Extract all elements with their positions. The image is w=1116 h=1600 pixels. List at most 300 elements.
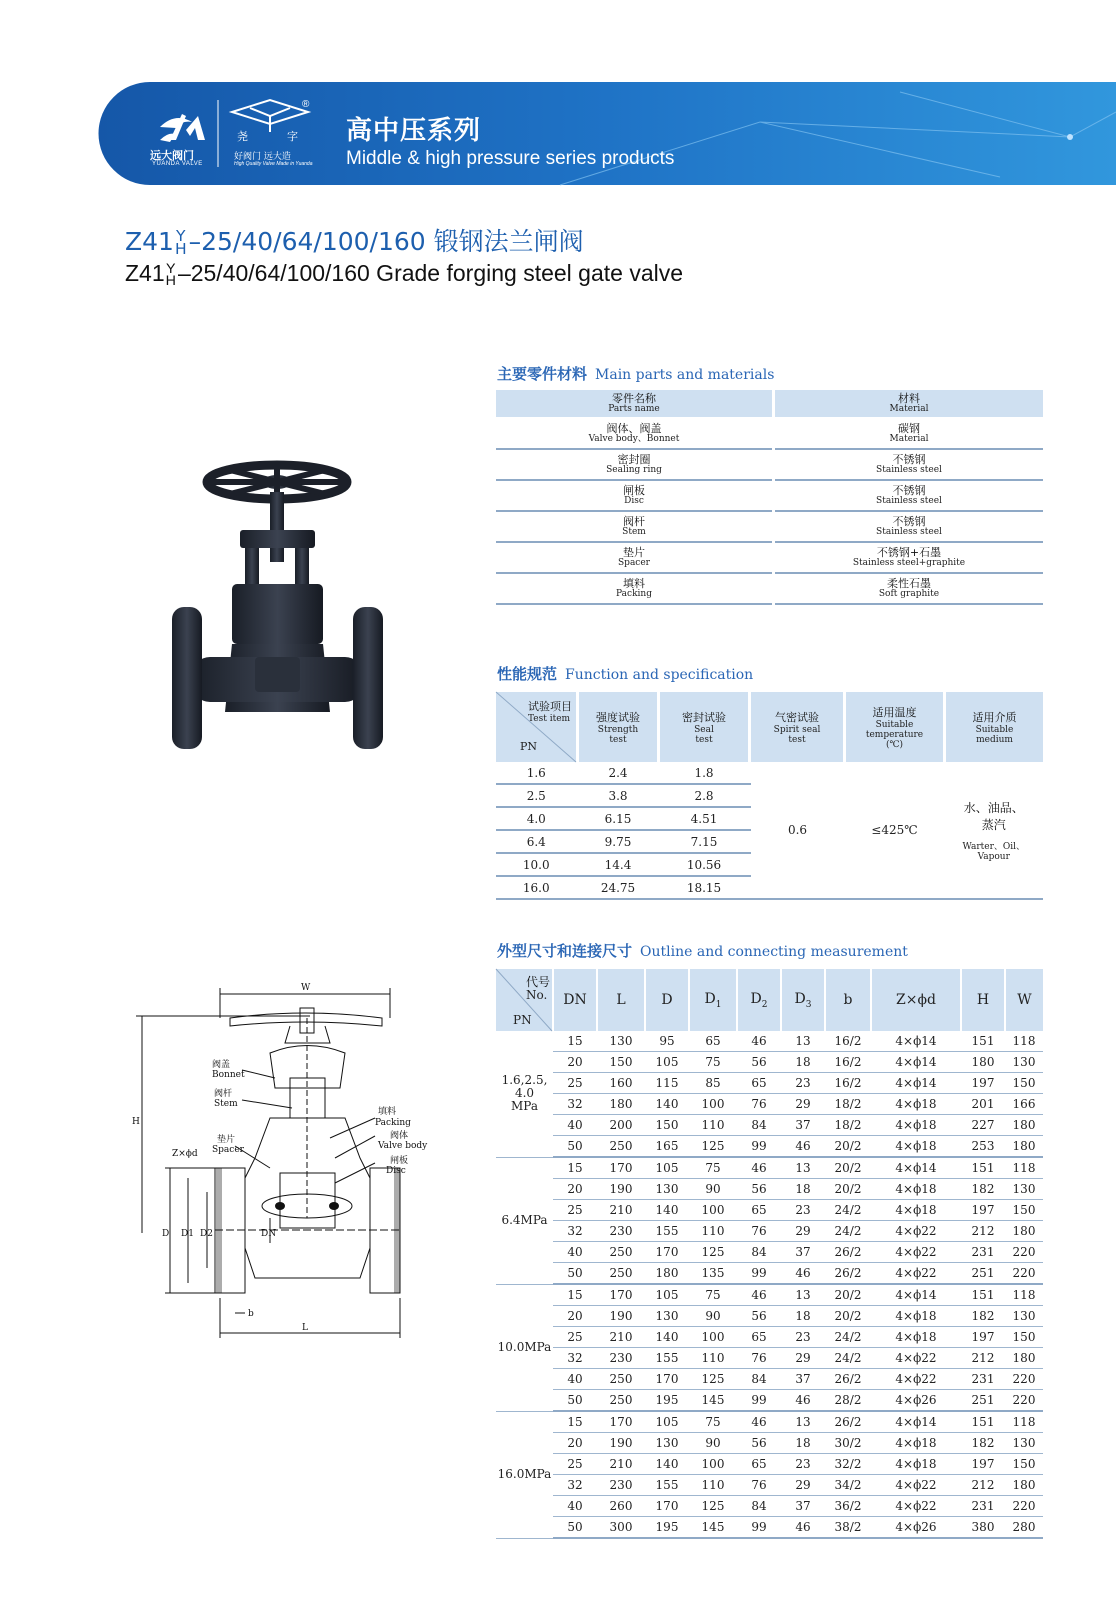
dimension-cell: 4×ϕ18 — [871, 1200, 961, 1221]
dimension-cell: 34/2 — [825, 1475, 871, 1496]
dimension-cell: 166 — [1005, 1094, 1043, 1115]
dimension-cell: 65 — [737, 1073, 781, 1094]
table-row — [496, 1306, 1043, 1327]
table-header-row: 代号 No. PN DN L D $D_1$ $D_2$ $D_3$ b Z×ϕd H W — [496, 969, 1043, 1031]
dimension-cell: 90 — [689, 1433, 737, 1454]
dimension-cell: 155 — [645, 1348, 689, 1369]
part-name-cell: 密封圈 Sealing ring — [496, 449, 774, 480]
dimension-cell: 130 — [645, 1433, 689, 1454]
dimension-cell: 20/2 — [825, 1136, 871, 1158]
dimension-cell: 13 — [781, 1157, 825, 1179]
dimension-cell: 145 — [689, 1517, 737, 1539]
pn-group-cell: 6.4MPa — [496, 1157, 553, 1284]
temperature-cell: ≤425℃ — [845, 762, 945, 899]
dimension-cell: 105 — [645, 1157, 689, 1179]
dimension-cell: 65 — [737, 1454, 781, 1475]
dimension-cell: 195 — [645, 1390, 689, 1412]
table-row — [496, 480, 1043, 511]
dimension-cell: 75 — [689, 1157, 737, 1179]
dimension-cell: 125 — [689, 1242, 737, 1263]
dimension-cell: 37 — [781, 1369, 825, 1390]
dimension-cell: 20 — [553, 1052, 597, 1073]
dimension-cell: 4×ϕ14 — [871, 1157, 961, 1179]
table-row — [496, 1157, 1043, 1179]
dimension-cell: 380 — [961, 1517, 1005, 1539]
dimension-cell: 37 — [781, 1115, 825, 1136]
dimension-cell: 100 — [689, 1200, 737, 1221]
dimension-cell: 26/2 — [825, 1242, 871, 1263]
dimension-cell: 197 — [961, 1073, 1005, 1094]
pn-cell: 4.0 — [496, 807, 578, 830]
dimension-cell: 16/2 — [825, 1031, 871, 1052]
dimension-cell: 130 — [645, 1306, 689, 1327]
dimension-cell: 18 — [781, 1179, 825, 1200]
seal-cell: 7.15 — [659, 830, 750, 853]
pn-cell: 1.6 — [496, 762, 578, 784]
logo-text: 远大阀门 — [150, 149, 194, 162]
dimension-cell: 250 — [597, 1136, 645, 1158]
dimension-cell: 110 — [689, 1115, 737, 1136]
dimension-cell: 32 — [553, 1094, 597, 1115]
dimension-cell: 212 — [961, 1348, 1005, 1369]
dimension-cell: 20/2 — [825, 1306, 871, 1327]
dimension-cell: 151 — [961, 1031, 1005, 1052]
product-title-cn: Z41 Y H –25/40/64/100/160 锻钢法兰闸阀 — [125, 226, 584, 258]
dimension-cell: 230 — [597, 1475, 645, 1496]
strength-cell: 14.4 — [578, 853, 659, 876]
part-name-cell: 闸板 Disc — [496, 480, 774, 511]
table-row — [496, 1094, 1043, 1115]
dimension-cell: 4×ϕ14 — [871, 1052, 961, 1073]
dimension-cell: 231 — [961, 1369, 1005, 1390]
dimension-cell: 84 — [737, 1369, 781, 1390]
dim-w-label: W — [301, 983, 311, 993]
table-header-row: 试验项目 Test item PN 强度试验 Strength test 密封试验 Seal test 气密试验 Spirit seal test 适用温度 Suitable temperature (℃) 适用介质 Suitable medium — [496, 692, 1043, 762]
table-row — [496, 1390, 1043, 1412]
table-row — [496, 1475, 1043, 1496]
table-row — [496, 1221, 1043, 1242]
dimension-cell: 13 — [781, 1411, 825, 1433]
label-spacer-en: Spacer — [212, 1145, 244, 1155]
dimension-cell: 29 — [781, 1348, 825, 1369]
label-bonnet-en: Bonnet — [212, 1070, 245, 1080]
dimension-cell: 23 — [781, 1454, 825, 1475]
dimension-cell: 30/2 — [825, 1433, 871, 1454]
dimension-cell: 99 — [737, 1263, 781, 1285]
table-row — [496, 449, 1043, 480]
dimension-cell: 20 — [553, 1433, 597, 1454]
dimension-cell: 251 — [961, 1390, 1005, 1412]
dimension-cell: 210 — [597, 1200, 645, 1221]
strength-cell: 24.75 — [578, 876, 659, 899]
dimension-cell: 125 — [689, 1136, 737, 1158]
dimension-cell: 84 — [737, 1496, 781, 1517]
dimension-cell: 46 — [737, 1284, 781, 1306]
material-cell: 不锈钢 Stainless steel — [774, 511, 1044, 542]
dimension-cell: 190 — [597, 1179, 645, 1200]
label-disc-en: Disc — [386, 1166, 406, 1176]
dimension-cell: 150 — [597, 1052, 645, 1073]
dimension-cell: 180 — [597, 1094, 645, 1115]
table-row — [496, 542, 1043, 573]
dimension-cell: 220 — [1005, 1369, 1043, 1390]
dimension-cell: 25 — [553, 1454, 597, 1475]
dimension-cell: 105 — [645, 1284, 689, 1306]
dimension-cell: 150 — [1005, 1200, 1043, 1221]
dimension-cell: 4×ϕ22 — [871, 1221, 961, 1242]
dimension-cell: 130 — [1005, 1433, 1043, 1454]
dimension-cell: 180 — [1005, 1115, 1043, 1136]
dimension-cell: 4×ϕ22 — [871, 1475, 961, 1496]
dimension-cell: 150 — [645, 1115, 689, 1136]
dimension-cell: 118 — [1005, 1157, 1043, 1179]
outline-table — [496, 969, 1043, 1539]
dimension-cell: 212 — [961, 1475, 1005, 1496]
dimension-cell: 46 — [781, 1136, 825, 1158]
dimension-cell: 65 — [737, 1200, 781, 1221]
dimension-cell: 4×ϕ14 — [871, 1284, 961, 1306]
material-cell: 不锈钢+石墨 Stainless steel+graphite — [774, 542, 1044, 573]
dimension-cell: 29 — [781, 1475, 825, 1496]
table-row — [496, 1115, 1043, 1136]
label-stem-en: Stem — [214, 1099, 238, 1109]
dimension-cell: 29 — [781, 1221, 825, 1242]
dimension-cell: 18 — [781, 1052, 825, 1073]
air-test-cell: 0.6 — [750, 762, 845, 899]
dimension-cell: 84 — [737, 1242, 781, 1263]
parts-section-title: 主要零件材料 Main parts and materials — [497, 365, 775, 383]
dimension-cell: 84 — [737, 1115, 781, 1136]
dimension-cell: 4×ϕ26 — [871, 1517, 961, 1539]
dimension-cell: 170 — [645, 1242, 689, 1263]
dimension-cell: 140 — [645, 1200, 689, 1221]
dimension-cell: 76 — [737, 1475, 781, 1496]
dim-h-label: H — [132, 1117, 140, 1127]
dimension-cell: 160 — [597, 1073, 645, 1094]
pn-group-cell: 1.6,2.5, 4.0 MPa — [496, 1031, 553, 1157]
dimension-cell: 190 — [597, 1433, 645, 1454]
dimension-cell: 118 — [1005, 1284, 1043, 1306]
dimension-cell: 250 — [597, 1242, 645, 1263]
pn-group-cell: 10.0MPa — [496, 1284, 553, 1411]
dimension-cell: 46 — [781, 1390, 825, 1412]
dimension-cell: 95 — [645, 1031, 689, 1052]
dimension-cell: 250 — [597, 1390, 645, 1412]
dimension-cell: 46 — [737, 1031, 781, 1052]
pn-cell: 16.0 — [496, 876, 578, 899]
dimension-cell: 24/2 — [825, 1327, 871, 1348]
dimension-cell: 90 — [689, 1306, 737, 1327]
dimension-cell: 4×ϕ18 — [871, 1327, 961, 1348]
dimension-cell: 150 — [1005, 1327, 1043, 1348]
seal-cell: 10.56 — [659, 853, 750, 876]
dimension-cell: 18/2 — [825, 1094, 871, 1115]
table-row — [496, 1073, 1043, 1094]
table-row — [496, 1052, 1043, 1073]
dimension-cell: 250 — [597, 1369, 645, 1390]
dimension-cell: 18 — [781, 1306, 825, 1327]
label-spacer-cn: 垫片 — [217, 1135, 236, 1145]
label-stem-cn: 阀杆 — [214, 1089, 233, 1099]
dimension-cell: 20/2 — [825, 1157, 871, 1179]
dimension-cell: 65 — [737, 1327, 781, 1348]
dimension-cell: 140 — [645, 1454, 689, 1475]
dimension-cell: 220 — [1005, 1496, 1043, 1517]
dimension-cell: 20 — [553, 1179, 597, 1200]
dimension-cell: 150 — [1005, 1454, 1043, 1475]
dimension-cell: 40 — [553, 1369, 597, 1390]
logo-text-en: YUANDA VALVE — [152, 161, 203, 167]
dimension-cell: 24/2 — [825, 1200, 871, 1221]
table-row — [496, 1517, 1043, 1539]
dimension-cell: 182 — [961, 1179, 1005, 1200]
dimension-cell: 37 — [781, 1242, 825, 1263]
table-row — [496, 1348, 1043, 1369]
dimension-cell: 125 — [689, 1496, 737, 1517]
dim-zd-label: Z×ϕd — [172, 1149, 198, 1159]
dimension-cell: 4×ϕ18 — [871, 1115, 961, 1136]
dimension-cell: 46 — [737, 1411, 781, 1433]
dimension-cell: 46 — [781, 1517, 825, 1539]
dimension-cell: 24/2 — [825, 1348, 871, 1369]
dimension-cell: 40 — [553, 1115, 597, 1136]
dimension-cell: 140 — [645, 1094, 689, 1115]
valve-section-diagram — [120, 978, 428, 1348]
dimension-cell: 90 — [689, 1179, 737, 1200]
dimension-cell: 75 — [689, 1052, 737, 1073]
dimension-cell: 56 — [737, 1052, 781, 1073]
dimension-cell: 230 — [597, 1348, 645, 1369]
dimension-cell: 180 — [961, 1052, 1005, 1073]
label-disc-cn: 闸板 — [390, 1156, 409, 1166]
strength-cell: 6.15 — [578, 807, 659, 830]
dimension-cell: 13 — [781, 1031, 825, 1052]
registered-mark: ® — [302, 99, 310, 110]
pn-cell: 10.0 — [496, 853, 578, 876]
dimension-cell: 170 — [645, 1496, 689, 1517]
dimension-cell: 23 — [781, 1200, 825, 1221]
brand-slogan-en: High Quality Valve Made in Yuanda — [234, 161, 313, 167]
dimension-cell: 130 — [645, 1179, 689, 1200]
dimension-cell: 4×ϕ22 — [871, 1348, 961, 1369]
dimension-cell: 99 — [737, 1517, 781, 1539]
material-cell: 柔性石墨 Soft graphite — [774, 573, 1044, 604]
table-row — [496, 1263, 1043, 1285]
label-body-cn: 阀体 — [390, 1131, 409, 1141]
dimension-cell: 182 — [961, 1433, 1005, 1454]
dimension-cell: 13 — [781, 1284, 825, 1306]
product-title-en: Z41 Y H –25/40/64/100/160 Grade forging steel gate valve — [125, 260, 684, 289]
dimension-cell: 20/2 — [825, 1284, 871, 1306]
dimension-cell: 155 — [645, 1221, 689, 1242]
series-title: 高中压系列 — [346, 116, 482, 146]
dimension-cell: 40 — [553, 1242, 597, 1263]
dimension-cell: 20/2 — [825, 1179, 871, 1200]
dimension-cell: 231 — [961, 1496, 1005, 1517]
table-row — [496, 573, 1043, 604]
dimension-cell: 20 — [553, 1306, 597, 1327]
dimension-cell: 26/2 — [825, 1411, 871, 1433]
dimension-cell: 76 — [737, 1221, 781, 1242]
dimension-cell: 201 — [961, 1094, 1005, 1115]
label-bonnet-cn: 阀盖 — [212, 1060, 231, 1070]
dimension-cell: 56 — [737, 1179, 781, 1200]
dimension-cell: 18 — [781, 1433, 825, 1454]
dimension-cell: 37 — [781, 1496, 825, 1517]
dimension-cell: 32/2 — [825, 1454, 871, 1475]
brand-char: 字 — [287, 130, 298, 143]
dimension-cell: 75 — [689, 1284, 737, 1306]
dimension-cell: 220 — [1005, 1390, 1043, 1412]
dimension-cell: 151 — [961, 1284, 1005, 1306]
label-packing-en: Packing — [375, 1118, 411, 1128]
table-row — [496, 1284, 1043, 1306]
dimension-cell: 16/2 — [825, 1052, 871, 1073]
dimension-cell: 180 — [645, 1263, 689, 1285]
function-section-title: 性能规范 Function and specification — [497, 665, 754, 683]
dimension-cell: 50 — [553, 1136, 597, 1158]
dimension-cell: 220 — [1005, 1263, 1043, 1285]
dimension-cell: 200 — [597, 1115, 645, 1136]
table-row — [496, 1369, 1043, 1390]
dimension-cell: 76 — [737, 1094, 781, 1115]
dimension-cell: 46 — [737, 1157, 781, 1179]
dimension-cell: 145 — [689, 1390, 737, 1412]
dimension-cell: 105 — [645, 1411, 689, 1433]
material-cell: 不锈钢 Stainless steel — [774, 480, 1044, 511]
dimension-cell: 23 — [781, 1073, 825, 1094]
function-table — [496, 692, 1043, 900]
dimension-cell: 4×ϕ22 — [871, 1496, 961, 1517]
dimension-cell: 180 — [1005, 1348, 1043, 1369]
dimension-cell: 231 — [961, 1242, 1005, 1263]
dimension-cell: 150 — [1005, 1073, 1043, 1094]
table-row — [496, 1179, 1043, 1200]
dimension-cell: 4×ϕ18 — [871, 1454, 961, 1475]
dimension-cell: 4×ϕ14 — [871, 1073, 961, 1094]
table-row — [496, 1454, 1043, 1475]
dimension-cell: 4×ϕ18 — [871, 1179, 961, 1200]
dimension-cell: 110 — [689, 1221, 737, 1242]
dim-d2-label: D2 — [200, 1229, 213, 1239]
part-name-cell: 阀体、阀盖 Valve body、Bonnet — [496, 418, 774, 449]
dimension-cell: 100 — [689, 1454, 737, 1475]
dimension-cell: 4×ϕ18 — [871, 1306, 961, 1327]
dimension-cell: 197 — [961, 1454, 1005, 1475]
part-name-cell: 垫片 Spacer — [496, 542, 774, 573]
parts-table — [496, 390, 1043, 605]
dimension-cell: 56 — [737, 1433, 781, 1454]
dimension-cell: 29 — [781, 1094, 825, 1115]
dimension-cell: 130 — [1005, 1052, 1043, 1073]
dimension-cell: 105 — [645, 1052, 689, 1073]
dimension-cell: 99 — [737, 1390, 781, 1412]
dimension-cell: 220 — [1005, 1242, 1043, 1263]
label-packing-cn: 填料 — [378, 1107, 397, 1117]
dimension-cell: 4×ϕ22 — [871, 1263, 961, 1285]
seal-cell: 18.15 — [659, 876, 750, 899]
dimension-cell: 300 — [597, 1517, 645, 1539]
table-row — [496, 762, 1043, 784]
dim-dn-label: DN — [261, 1229, 277, 1239]
dimension-cell: 140 — [645, 1327, 689, 1348]
dimension-cell: 65 — [689, 1031, 737, 1052]
dimension-cell: 118 — [1005, 1031, 1043, 1052]
dimension-cell: 36/2 — [825, 1496, 871, 1517]
dimension-cell: 15 — [553, 1157, 597, 1179]
table-row — [496, 1327, 1043, 1348]
dimension-cell: 75 — [689, 1411, 737, 1433]
dimension-cell: 115 — [645, 1073, 689, 1094]
dimension-cell: 251 — [961, 1263, 1005, 1285]
dimension-cell: 85 — [689, 1073, 737, 1094]
dimension-cell: 118 — [1005, 1411, 1043, 1433]
brand-char: 尧 — [237, 130, 248, 143]
strength-cell: 2.4 — [578, 762, 659, 784]
dimension-cell: 170 — [597, 1411, 645, 1433]
dimension-cell: 32 — [553, 1348, 597, 1369]
dimension-cell: 197 — [961, 1200, 1005, 1221]
dimension-cell: 151 — [961, 1157, 1005, 1179]
dimension-cell: 212 — [961, 1221, 1005, 1242]
table-header-row: 零件名称 Parts name 材料 Material — [496, 390, 1043, 418]
dimension-cell: 25 — [553, 1327, 597, 1348]
dimension-cell: 38/2 — [825, 1517, 871, 1539]
dimension-cell: 180 — [1005, 1136, 1043, 1158]
dimension-cell: 4×ϕ18 — [871, 1094, 961, 1115]
label-body-en: Valve body — [378, 1141, 428, 1151]
dimension-cell: 18/2 — [825, 1115, 871, 1136]
dimension-cell: 46 — [781, 1263, 825, 1285]
dimension-cell: 151 — [961, 1411, 1005, 1433]
dimension-cell: 56 — [737, 1306, 781, 1327]
dimension-cell: 100 — [689, 1327, 737, 1348]
dimension-cell: 76 — [737, 1348, 781, 1369]
series-subtitle: Middle & high pressure series products — [346, 148, 675, 169]
dimension-cell: 32 — [553, 1475, 597, 1496]
dimension-cell: 25 — [553, 1200, 597, 1221]
strength-cell: 9.75 — [578, 830, 659, 853]
dimension-cell: 26/2 — [825, 1369, 871, 1390]
dimension-cell: 26/2 — [825, 1263, 871, 1285]
dimension-cell: 4×ϕ18 — [871, 1433, 961, 1454]
dimension-cell: 135 — [689, 1263, 737, 1285]
dimension-cell: 250 — [597, 1263, 645, 1285]
outline-section-title: 外型尺寸和连接尺寸 Outline and connecting measurement — [497, 942, 908, 960]
dimension-cell: 24/2 — [825, 1221, 871, 1242]
dimension-cell: 190 — [597, 1306, 645, 1327]
table-row — [496, 1031, 1043, 1052]
dimension-cell: 130 — [1005, 1179, 1043, 1200]
dimension-cell: 25 — [553, 1073, 597, 1094]
dimension-cell: 260 — [597, 1496, 645, 1517]
table-row — [496, 1136, 1043, 1158]
dimension-cell: 170 — [645, 1369, 689, 1390]
table-row — [496, 1496, 1043, 1517]
dimension-cell: 210 — [597, 1327, 645, 1348]
dimension-cell: 4×ϕ14 — [871, 1031, 961, 1052]
dim-d-label: D — [162, 1229, 170, 1239]
dimension-cell: 15 — [553, 1284, 597, 1306]
dimension-cell: 4×ϕ18 — [871, 1136, 961, 1158]
dimension-cell: 253 — [961, 1136, 1005, 1158]
dimension-cell: 4×ϕ22 — [871, 1242, 961, 1263]
dimension-cell: 4×ϕ14 — [871, 1411, 961, 1433]
dimension-cell: 170 — [597, 1157, 645, 1179]
dimension-cell: 28/2 — [825, 1390, 871, 1412]
dimension-cell: 50 — [553, 1263, 597, 1285]
dimension-cell: 125 — [689, 1369, 737, 1390]
